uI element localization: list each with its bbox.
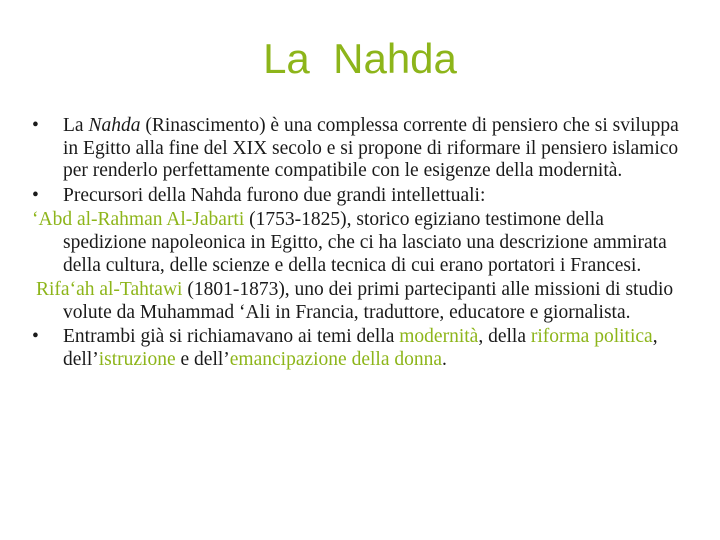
- slide-body: [32, 115, 692, 374]
- bullet-paragraph-themes: [32, 326, 692, 371]
- text-segment: (Rinascimento) è una complessa corrente di pensiero che si sviluppa in Egitto alla fine del XIX secolo e si propone di riformare il pensiero islamico per renderlo perfettamente compatibile con le esigenze della modernità.: [63, 115, 679, 182]
- paragraph-al-jabarti: [32, 209, 692, 277]
- name-al-tahtawi: Rifa‘ah al-Tahtawi: [36, 279, 183, 301]
- theme-riforma-politica: riforma politica: [530, 326, 653, 348]
- name-al-jabarti: ‘Abd al-Rahman Al-Jabarti: [32, 209, 245, 231]
- bullet-marker: •: [32, 184, 39, 206]
- paragraph-al-tahtawi: [32, 279, 692, 324]
- text-segment: La: [63, 115, 89, 136]
- theme-modernita: modernità: [399, 326, 479, 348]
- text-segment: e dell’: [175, 348, 230, 370]
- text-segment: (1753-1825), storico egiziano testimone della spedizione napoleonica in Egitto, che ci ha lasciato una descrizione ammirata della cultura, delle scienze e della tecnica di cui erano portatori i Francesi.: [63, 209, 667, 276]
- text-segment: .: [442, 348, 447, 370]
- bullet-marker: •: [32, 326, 39, 348]
- text-segment: Precursori della Nahda furono due grandi intellettuali:: [63, 184, 486, 206]
- text-segment: , dell’: [63, 326, 658, 370]
- slide-title: La Nahda: [263, 35, 457, 82]
- theme-istruzione: istruzione: [98, 348, 176, 370]
- bullet-paragraph-nahda-definition: [32, 115, 692, 183]
- theme-emancipazione-donna: emancipazione della donna: [229, 348, 443, 370]
- bullet-marker: •: [32, 115, 39, 136]
- text-segment: , della: [478, 326, 531, 348]
- text-segment: (1801-1873), uno dei primi partecipanti alle missioni di studio volute da Muhammad ‘Ali in Francia, traduttore, educatore e giornalista.: [63, 279, 674, 323]
- text-segment: Entrambi già si richiamavano ai temi della: [63, 326, 400, 348]
- nahda-emphasis: Nahda: [88, 115, 141, 136]
- bullet-paragraph-precursors: [32, 185, 692, 208]
